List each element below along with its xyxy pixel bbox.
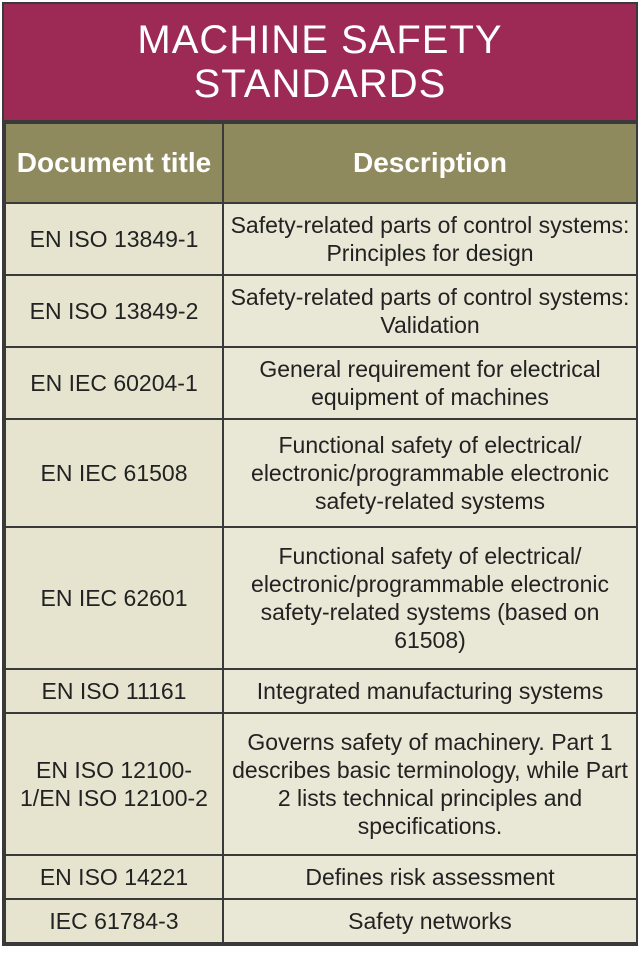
description-cell: Safety-related parts of control systems: Principles for design — [223, 203, 637, 275]
table-row — [5, 855, 637, 899]
table-row — [5, 669, 637, 713]
table-row — [5, 419, 637, 527]
document-title-cell: EN ISO 13849-1 — [5, 203, 223, 275]
table-row — [5, 713, 637, 855]
table-row — [5, 347, 637, 419]
document-title-cell: EN ISO 13849-2 — [5, 275, 223, 347]
table-row — [5, 275, 637, 347]
table-row — [5, 527, 637, 669]
header-description: Description — [223, 123, 637, 203]
document-title-cell: EN ISO 12100-1/EN ISO 12100-2 — [5, 713, 223, 855]
table-row — [5, 203, 637, 275]
document-title-cell: EN IEC 60204-1 — [5, 347, 223, 419]
standards-table — [4, 122, 638, 944]
description-cell: Functional safety of electrical/ electronic/programmable electronic safety-related systems — [223, 419, 637, 527]
header-document-title: Document title — [5, 123, 223, 203]
description-cell: Functional safety of electrical/ electronic/programmable electronic safety-related systems (based on 61508) — [223, 527, 637, 669]
description-cell: General requirement for electrical equipment of machines — [223, 347, 637, 419]
description-cell: Governs safety of machinery. Part 1 describes basic terminology, while Part 2 lists technical principles and specifications. — [223, 713, 637, 855]
document-title-cell: EN ISO 11161 — [5, 669, 223, 713]
document-title-cell: EN IEC 61508 — [5, 419, 223, 527]
description-cell: Defines risk assessment — [223, 855, 637, 899]
description-cell: Integrated manufacturing systems — [223, 669, 637, 713]
document-title-cell: IEC 61784-3 — [5, 899, 223, 943]
header-row — [5, 123, 637, 203]
document-title-cell: EN ISO 14221 — [5, 855, 223, 899]
description-cell: Safety networks — [223, 899, 637, 943]
table-title-bar — [4, 4, 636, 122]
table-row — [5, 899, 637, 943]
description-cell: Safety-related parts of control systems: Validation — [223, 275, 637, 347]
document-title-cell: EN IEC 62601 — [5, 527, 223, 669]
table-title: MACHINE SAFETY STANDARDS — [137, 18, 503, 106]
standards-table-card — [2, 2, 638, 946]
